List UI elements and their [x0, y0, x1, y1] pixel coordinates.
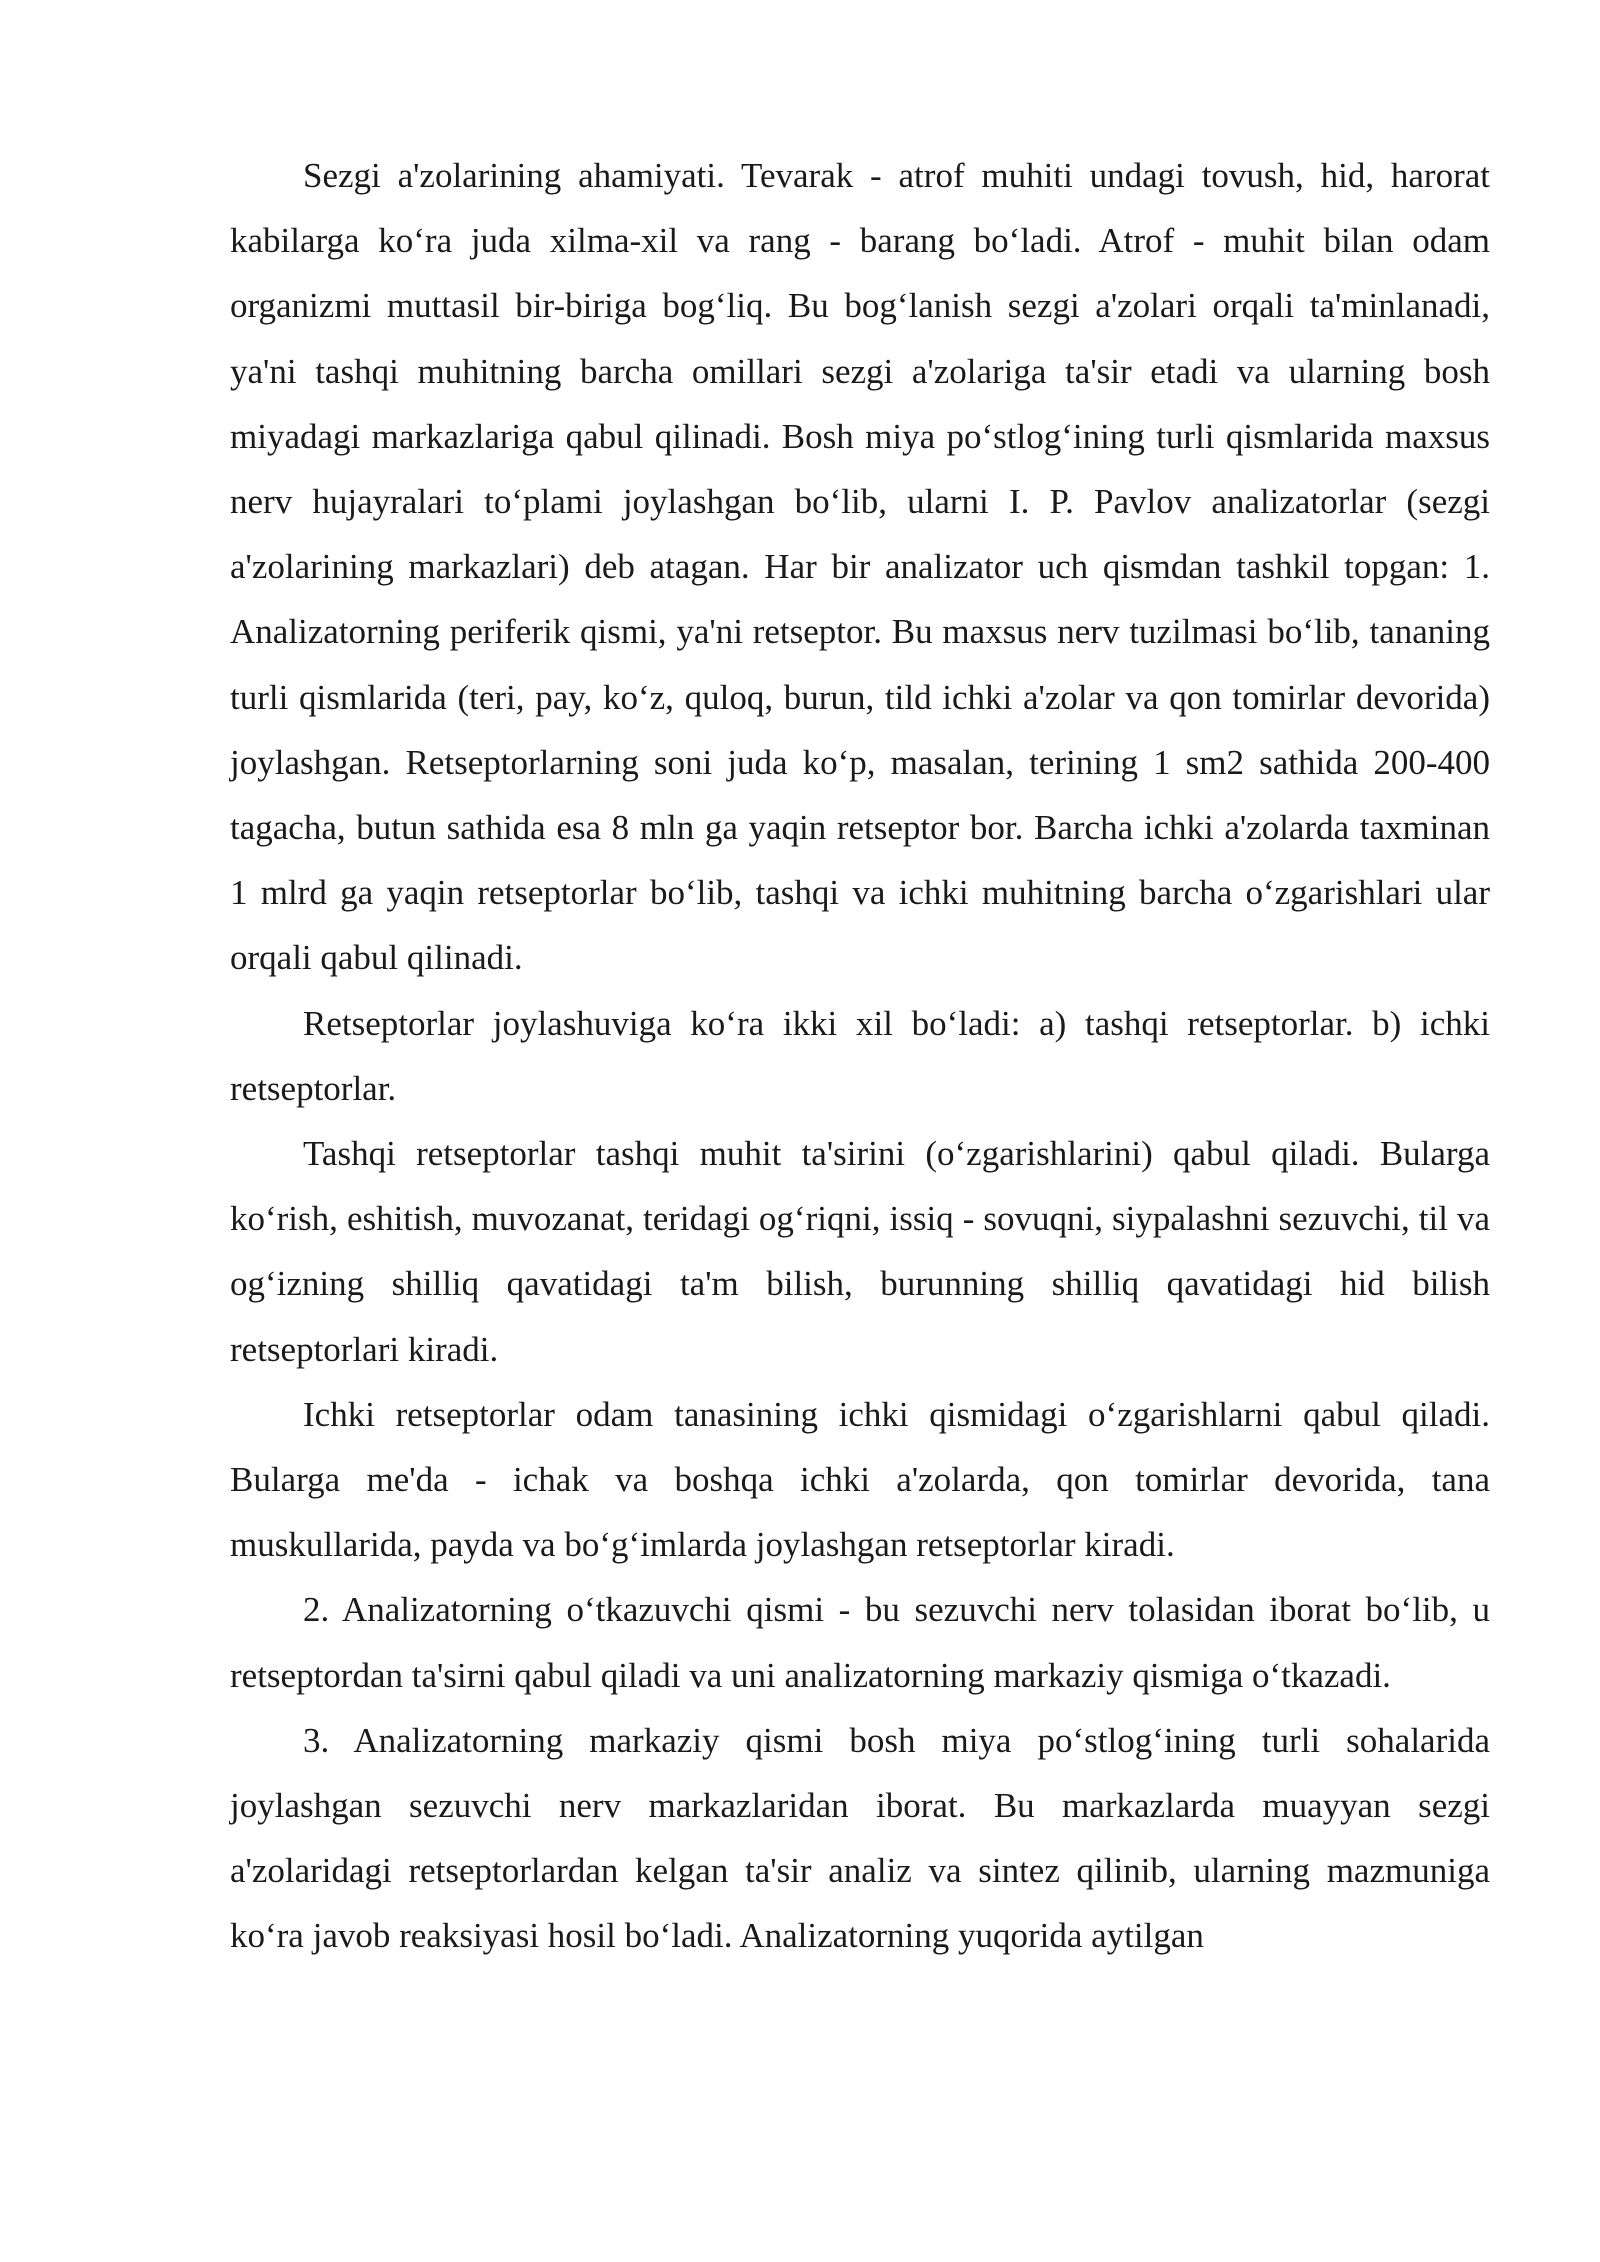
document-page	[230, 143, 1490, 1969]
paragraph-central-part: 3. Analizatorning markaziy qismi bosh miya poʻstlogʻining turli sohalarida joylashgan sezuvchi nerv markazlaridan iborat. Bu markazlarda muayyan sezgi a'zolaridagi retseptorlardan kelgan ta'sir analiz va sintez qilinib, ularning mazmuniga koʻra javob reaksiyasi hosil boʻladi. Analizatorning yuqorida aytilgan	[230, 1720, 1490, 1956]
paragraph-external-receptors: Tashqi retseptorlar tashqi muhit ta'sirini (oʻzgarishlarini) qabul qiladi. Bularga koʻrish, eshitish, muvozanat, teridagi ogʻriqni, issiq - sovuqni, siypalashni sezuvchi, til va ogʻizning shilliq qavatidagi ta'm bilish, burunning shilliq qavatidagi hid bilish retseptorlari kiradi.	[230, 1134, 1490, 1369]
paragraph-conducting-part: 2. Analizatorning oʻtkazuvchi qismi - bu sezuvchi nerv tolasidan iborat boʻlib, u retseptordan ta'sirni qabul qiladi va uni analizatorning markaziy qismiga oʻtkazadi.	[230, 1590, 1490, 1695]
paragraph-receptor-types: Retseptorlar joylashuviga koʻra ikki xil boʻladi: a) tashqi retseptorlar. b) ichki retseptorlar.	[230, 1003, 1490, 1108]
paragraph-intro: Sezgi a'zolarining ahamiyati. Tevarak - atrof muhiti undagi tovush, hid, harorat kabilarga koʻra juda xilma-xil va rang - barang boʻladi. Atrof - muhit bilan odam organizmi muttasil bir-biriga bogʻliq. Bu bogʻlanish sezgi a'zolari orqali ta'minlanadi, ya'ni tashqi muhitning barcha omillari sezgi a'zolariga ta'sir etadi va ularning bosh miyadagi markazlariga qabul qilinadi. Bosh miya poʻstlogʻining turli qismlarida maxsus nerv hujayralari toʻplami joylashgan boʻlib, ularni I. P. Pavlov analizatorlar (sezgi a'zolarining markazlari) deb atagan. Har bir analizator uch qismdan tashkil topgan: 1. Analizatorning periferik qismi, ya'ni retseptor. Bu maxsus nerv tuzilmasi boʻlib, tananing turli qismlarida (teri, pay, koʻz, quloq, burun, tild ichki a'zolar va qon tomirlar devorida) joylashgan. Retseptorlarning soni juda koʻp, masalan, terining 1 sm2 sathida 200-400 tagacha, butun sathida esa 8 mln ga yaqin retseptor bor. Barcha ichki a'zolarda taxminan 1 mlrd ga yaqin retseptorlar boʻlib, tashqi va ichki muhitning barcha oʻzgarishlari ular orqali qabul qilinadi.	[230, 156, 1490, 978]
paragraph-internal-receptors: Ichki retseptorlar odam tanasining ichki qismidagi oʻzgarishlarni qabul qiladi. Bularga me'da - ichak va boshqa ichki a'zolarda, qon tomirlar devorida, tana muskullarida, payda va boʻgʻimlarda joylashgan retseptorlar kiradi.	[230, 1394, 1490, 1565]
